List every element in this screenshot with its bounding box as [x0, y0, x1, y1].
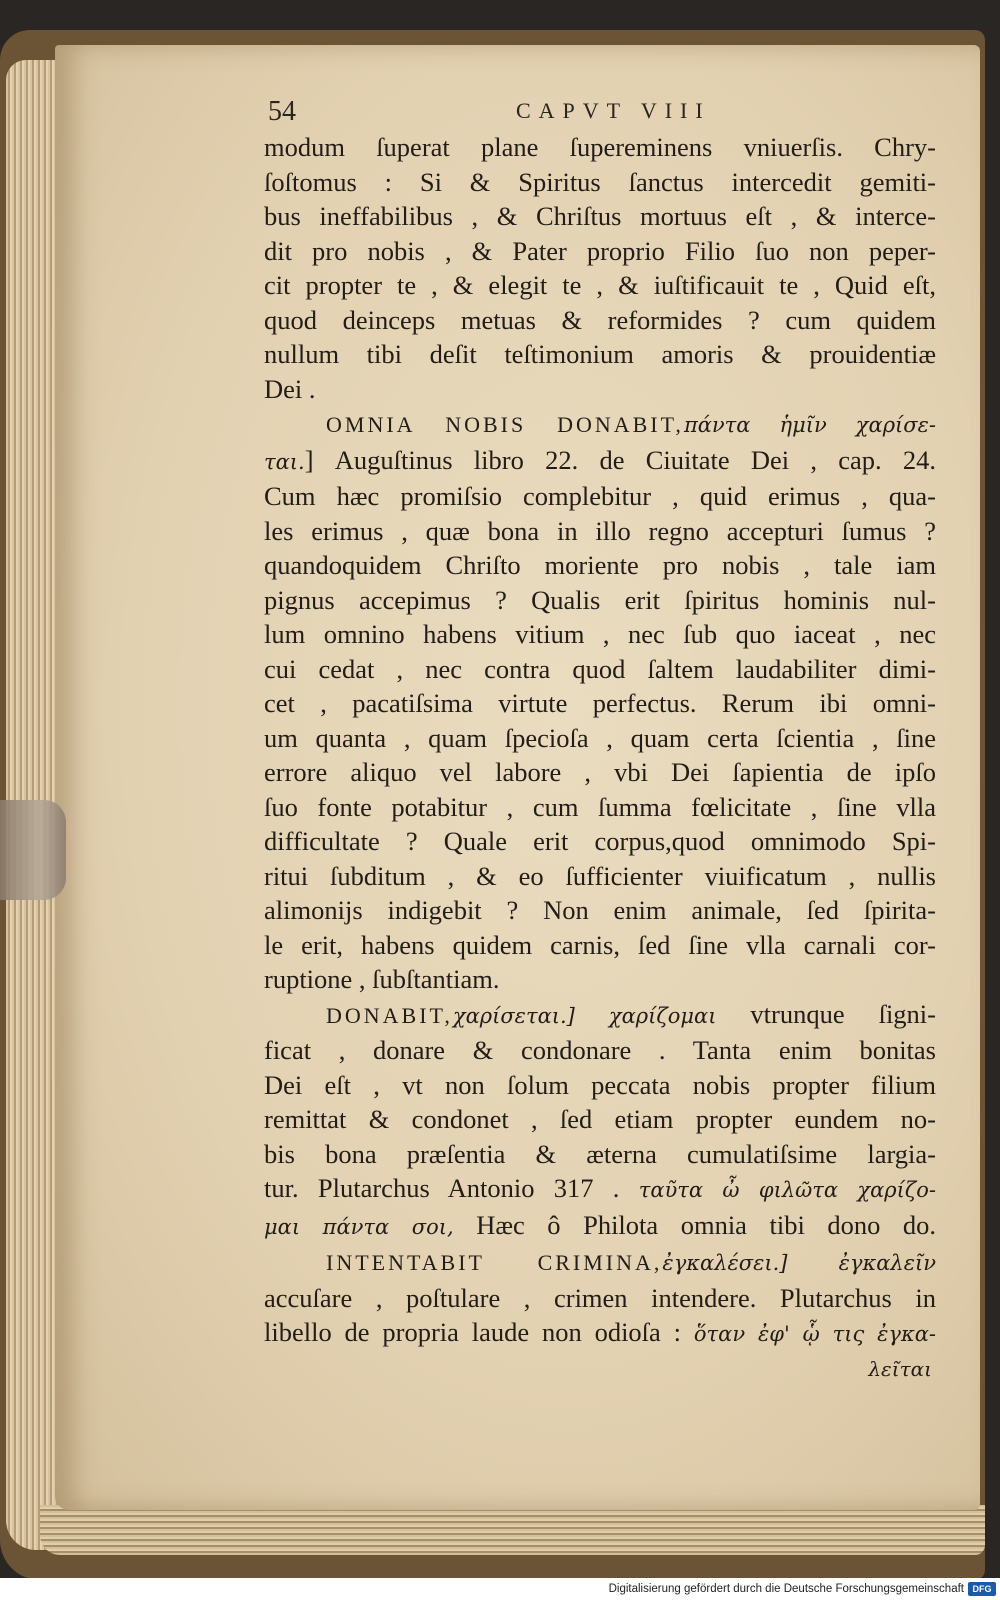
latin-text: ſuo fonte potabitur , cum ſumma fœlicitate , ſine vlla: [264, 791, 936, 822]
latin-text: le erit, habens quidem carnis, ſed ſine vlla carnali cor-: [264, 929, 936, 960]
text-line: [264, 893, 936, 928]
latin-text: alimonijs indigebit ? Non enim animale, ſed ſpirita-: [264, 895, 936, 925]
latin-text: remittat & condonet , ſed etiam propter eundem no-: [264, 1104, 936, 1134]
latin-text: Cum hæc promiſsio complebitur , quid erimus , qua-: [264, 481, 936, 511]
latin-text: pignus accepimus ? Qualis erit ſpiritus hominis nul-: [264, 584, 936, 615]
latin-text: dit pro nobis , & Pater proprio Filio ſuo non peper-: [264, 235, 936, 266]
text-line: [264, 337, 936, 372]
text-line: [264, 721, 936, 756]
latin-text: cui cedat , nec contra quod ſaltem laudabiliter dimi-: [264, 653, 936, 684]
bookmark-ribbon: [0, 800, 66, 900]
text-line: [264, 583, 936, 618]
catchword: λεῖται: [868, 1356, 932, 1381]
greek-text: ται.: [264, 449, 305, 474]
latin-text: ſoſtomus : Si & Spiritus ſanctus intercedit gemiti-: [264, 166, 936, 197]
latin-text: cet , pacatiſsima virtute perfectus. Rerum ibi omni-: [264, 688, 936, 718]
text-line: [264, 1171, 936, 1208]
text-line: [264, 1315, 936, 1352]
section-lemma: DONABIT,: [326, 1002, 453, 1028]
footer-bar: [0, 1578, 1000, 1600]
text-line: [264, 755, 936, 790]
latin-text: quod deinceps metuas & reformides ? cum quidem: [264, 304, 936, 335]
section-lemma: INTENTABIT CRIMINA,: [326, 1250, 663, 1275]
latin-text: bus ineffabilibus , & Chriſtus mortuus eſt , & interce-: [264, 201, 936, 231]
text-line: [264, 652, 936, 687]
latin-text: modum ſuperat plane ſupereminens vniuerſis. Chry-: [264, 132, 936, 162]
text-block: [264, 130, 936, 1386]
latin-text: Dei eſt , vt non ſolum peccata nobis propter filium: [264, 1069, 936, 1100]
text-line: [264, 1102, 936, 1137]
footer-text: Digitalisierung gefördert durch die Deutsche Forschungsgemeinschaft: [608, 1583, 964, 1595]
latin-text: Hæc ô Philota omnia tibi dono do.: [453, 1209, 936, 1240]
text-line: [264, 686, 936, 721]
latin-text: cit propter te , & elegit te , & iuſtificauit te , Quid eſt,: [264, 270, 936, 300]
text-line: [264, 479, 936, 514]
latin-text: accuſare , poſtulare , crimen intendere. Plutarchus in: [264, 1282, 936, 1313]
latin-text: ] Auguſtinus libro 22. de Ciuitate Dei , cap. 24.: [304, 444, 936, 475]
page-edges-bottom: [40, 1505, 985, 1555]
latin-text: errore aliquo vel labore , vbi Dei ſapientia de ipſo: [264, 757, 936, 787]
text-line: [264, 372, 936, 407]
text-line: [264, 997, 936, 1034]
latin-text: les erimus , quæ bona in illo regno accepturi ſumus ?: [264, 515, 936, 546]
latin-text: vtrunque ſigni-: [716, 998, 936, 1029]
dfg-logo: DFG: [968, 1582, 996, 1596]
text-line: [264, 790, 936, 825]
latin-text: quandoquidem Chriſto moriente pro nobis , tale iam: [264, 550, 936, 580]
latin-text: um quanta , quam ſpecioſa , quam certa ſcientia , ſine: [264, 722, 936, 753]
text-line: [264, 1208, 936, 1245]
latin-text: lum omnino habens vitium , nec ſub quo iaceat , nec: [264, 619, 936, 649]
text-line: [264, 859, 936, 894]
latin-text: ritui ſubditum , & eo ſufficienter viuificatum , nullis: [264, 860, 936, 891]
text-line: [264, 165, 936, 200]
text-line: [264, 1137, 936, 1172]
text-line: [264, 1244, 936, 1281]
text-line: [264, 1281, 936, 1316]
text-line: [264, 130, 936, 165]
text-line: [264, 1068, 936, 1103]
latin-text: Dei .: [264, 373, 316, 404]
greek-text: ὅταν ἐφ' ᾧ τις ἐγκα-: [681, 1322, 936, 1346]
greek-text: ταῦτα ὦ φιλῶτα χαρίζο-: [619, 1178, 936, 1202]
text-line: [264, 234, 936, 269]
text-line: [264, 824, 936, 859]
text-line: [264, 303, 936, 338]
latin-text: tur. Plutarchus Antonio 317 .: [264, 1173, 620, 1203]
latin-text: libello de propria laude non odioſa :: [264, 1317, 682, 1347]
section-lemma: OMNIA NOBIS DONABIT,: [326, 412, 684, 437]
text-line: [264, 406, 936, 443]
text-line: [264, 268, 936, 303]
latin-text: bis bona præſentia & æterna cumulatiſsime largia-: [264, 1138, 936, 1169]
greek-text: μαι πάντα σοι,: [264, 1214, 454, 1239]
page-number: 54: [268, 96, 296, 127]
latin-text: ficat , donare & condonare . Tanta enim bonitas: [264, 1035, 936, 1065]
text-line: [264, 199, 936, 234]
text-line: [264, 1033, 936, 1068]
greek-text: ἐγκαλέσει.] ἐγκαλεῖν: [662, 1251, 936, 1275]
text-line: [264, 617, 936, 652]
running-head: CAPVT VIII: [516, 98, 711, 123]
latin-text: difficultate ? Quale erit corpus,quod omnimodo Spi-: [264, 826, 936, 856]
text-line: [264, 962, 936, 997]
greek-text: χαρίσεται.] χαρίζομαι: [452, 1003, 717, 1028]
text-line: [264, 548, 936, 583]
latin-text: nullum tibi deſit teſtimonium amoris & prouidentiæ: [264, 339, 936, 369]
text-line: [264, 514, 936, 549]
text-line: [264, 443, 936, 480]
latin-text: ruptione , ſubſtantiam.: [264, 964, 500, 994]
greek-text: πάντα ἡμῖν χαρίσε-: [683, 413, 936, 437]
text-line: [264, 928, 936, 963]
